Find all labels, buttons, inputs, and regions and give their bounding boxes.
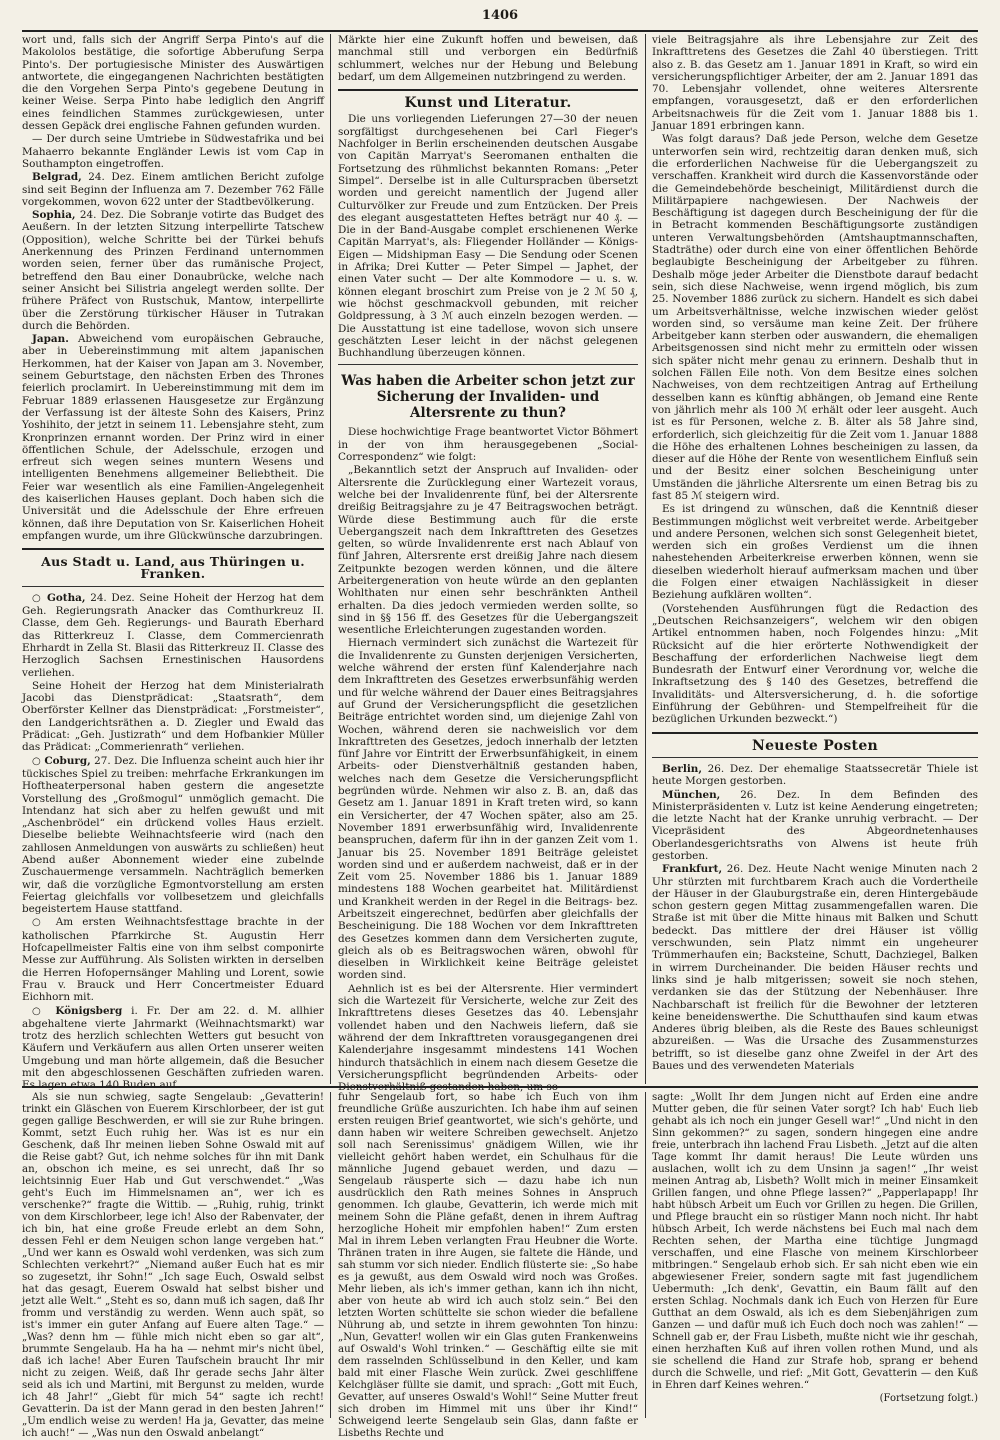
paragraph: Hiernach vermindert sich zunächst die Wartezeit für die Invalidenrente zu Gunsten derjenigen Versicherten, welche während der ersten fünf Kalenderjahre nach dem Inkrafttreten des Gesetzes erwerbsunfähig werden und für welche während der Dauer eines Beitragsjahres auf Grund der Versicherungspflicht die gesetzlichen Beiträge entrichtet worden sind, um diejenige Zahl von Wochen, während deren sie nachweislich vor dem Inkrafttreten des Gesetzes, jedoch innerhalb der letzten fünf Jahre vor Eintritt der Erwerbsunfähigkeit, in einem Arbeits- oder Dienstverhältniß gestanden haben, welches nach dem Gesetze die Versicherungspflicht begründen würde. Nehmen wir also z. B. an, daß das Gesetz am 1. Januar 1891 in Kraft treten wird, so kann ein Versicherter, der 47 Wochen später, also am 25. November 1891 erwerbsunfähig wird, Invalidenrente beanspruchen, daferm für ihn in der ganzen Zeit vom 1. Januar bis 25. November 1891 Beiträge geleistet worden sind und er außerdem nachweist, daß er in der Zeit vom 25. November 1886 bis 1. Januar 1889 mindestens 188 Wochen gearbeitet hat. Militärdienst und Krankheit werden in der Regel in die Beitrags- bez. Arbeitszeit eingerechnet, bedürfen aber gleichfalls der Bescheinigung. Die 188 Wochen vor dem Inkrafttreten des Gesetzes kommen dann dem Versicherten zugute, gleich als ob es Beitragswochen wären, obwohl für dieselben in Wirklichkeit keine Beiträge geleistet worden sind.	[338, 637, 638, 982]
bullet-icon: ○	[32, 592, 47, 604]
paragraph: wort und, falls sich der Angriff Serpa Pinto's auf die Makololos bestätige, die sofortige Abberufung Serpa Pinto's. Der portugiesische Minister des Auswärtigen antwortete, die eingegangenen Nachrichten bestätigten die den Vorgehen Serpa Pinto's gegebene Deutung in keiner Weise. Serpa Pinto habe lediglich den Angriff eines feindlichen Stammes zurückgewiesen, unter dessen Gepäck drei englische Fahnen gefunden wurden.	[22, 34, 324, 133]
bullet-icon: ○	[32, 917, 56, 929]
news-item-berlin: Berlin, 26. Dez. Der ehemalige Staatssecretär Thiele ist heute Morgen gestorben.	[652, 762, 978, 788]
dateline: Sophia,	[32, 209, 76, 222]
news-section	[22, 34, 978, 1094]
feuilleton-rule	[22, 1086, 978, 1088]
paragraph: Seine Hoheit der Herzog hat dem Ministerialrath Jacobi das Dienstprädicat: „Staatsrath“, dem Oberförster Kellner das Dienstprädicat: „Forstmeister“, den Landgerichtsräthen a. D. Ziegler und Ewald das Prädicat: „Geh. Justizrath“ und dem Hofbankier Müller das Prädicat: „Commerienrath“ verliehen.	[22, 679, 324, 754]
bullet-icon: ○	[32, 1005, 56, 1017]
news-item-gotha: ○ Gotha, 24. Dez. Seine Hoheit der Herzog hat dem Geh. Regierungsrath Anacker das Comthurkreuz II. Classe, dem Geh. Regierungs- und Baurath Eberhard das Ritterkreuz I. Classe, dem Commercienrath Ehrhardt in Zella St. Blasii das Ritterkreuz II. Classe des Herzoglich Sachsen Ernestinischen Hausordens verliehen.	[22, 591, 324, 679]
paragraph: Es ist dringend zu wünschen, daß die Kenntniß dieser Bestimmungen möglichst weit verbreitet werde. Arbeitgeber und andere Personen, welchen sich sonst Gelegenheit bietet, werden sich ein großes Verdienst um die ihnen nahestehenden Arbeiterkreise erwerben können, wenn sie dieselben wiederholt hierauf aufmerksam machen und über die Folgen einer etwaigen Nachlässigkeit in dieser Beziehung aufklären wollten“.	[652, 503, 978, 602]
news-item-frankfurt: Frankfurt, 26. Dez. Heute Nacht wenige Minuten nach 2 Uhr stürzten mit furchtbarem Krach auch die Vordertheile der Häuser in der Glauburgstraße ein, deren Hintergebäude schon gestern gegen Mittag zusammengefallen waren. Die Straße ist mit über die Mitte hinaus mit Balken und Schutt bedeckt. Das mittlere der drei Häuser ist völlig verschwunden, sein Platz nimmt ein ungeheurer Trümmerhaufen ein; Backsteine, Schutt, Dachziegel, Balken in wirrem Durcheinander. Die beiden Häuser rechts und links sind je halb mitgerissen; soweit sie noch stehen, verdanken sie das der Stützung der Nebenhäuser. Ihre Nachbarschaft ist freilich für die Bewohner der letzteren keine beneidenswerthe. Die Schutthaufen sind kaum etwas Anderes übrig bleiben, als die Reste des Baues schleunigst abzureißen. — Was die Ursache des Zusammensturzes betrifft, so ist dieselbe ganz ohne Zweifel in der Art des Baues und des verwendeten Materials	[652, 863, 978, 1073]
feuilleton-column-2	[338, 1092, 638, 1439]
dateline: München,	[662, 788, 721, 801]
dateline: Belgrad,	[32, 171, 82, 184]
news-item-japan: Japan. Abweichend vom europäischen Gebrauche, aber in Uebereinstimmung mit altem japanischen Herkommen, hat der Kaiser von Japan am 3. November, seinem Geburtstage, den nächsten Erben des Thrones feierlich proclamirt. In Uebereinstimmung mit dem im Februar 1889 erlassenen Hausgesetze zur Ergänzung der Verfassung ist der älteste Sohn des Kaisers, Prinz Yoshihito, der jetzt in seinem 11. Lebensjahre steht, zum Kronprinzen ernannt worden. Der Prinz wird in einer öffentlichen Schule, der Adelsschule, erzogen und erfreut sich wegen seines muntern Wesens und intelligenten Benehmens allgemeiner Beliebtheit. Die Feier war wesentlich als eine Familien-Angelegenheit des kaiserlichen Hauses geplant. Doch haben sich die Universität und die Adelsschule der Ehre erfreuen können, daß ihre Deputation von Sr. Kaiserlichen Hoheit empfangen wurde, um ihre Glückwünsche darzubringen.	[22, 333, 324, 542]
bullet-icon: ○	[32, 755, 45, 767]
paragraph: Was folgt daraus? Daß jede Person, welche dem Gesetze unterworfen sein wird, rechtzeitig daran denken muß, sich die erforderlichen Nachweise für die Uebergangszeit zu verschaffen. Krankheit wird durch die Kassenvorstände oder die Gemeindebehörde bescheinigt, Militärdienst durch die Militärpapiere nachgewiesen. Der Nachweis der Beschäftigung ist dagegen durch Bescheinigung der für die in Betracht kommenden Beschäftigungsorte zuständigen unteren Verwaltungsbehörden (Amtshauptmannschaften, Stadträthe) oder durch eine von einer öffentlichen Behörde beglaubigte Bescheinigung der Arbeitgeber zu führen. Deshalb möge jeder Arbeiter die Dienstbote darauf bedacht sein, sich diese Nachweise, wenn irgend möglich, bis zum 25. November 1886 zurück zu sichern. Handelt es sich dabei um Arbeitsverhältnisse, welche inzwischen wieder gelöst worden sind, so versäume man keine Zeit. Der frühere Arbeitgeber kann sterben oder auswandern, die ehemaligen Arbeitsgenossen sind nicht mehr zu ermitteln oder wissen sich später nicht mehr genau zu erinnern. Deshalb thut in solchen Fällen Eile noth. Von dem Besitze eines solchen Nachweises, von dem rechtzeitigen Antrag auf Ertheilung desselben kann es künftig abhängen, ob Jemand eine Rente von jährlich mehr als 100 ℳ erhält oder leer ausgeht. Auch ist es für Personen, welche z. B. älter als 58 Jahre sind, erforderlich, sich gleichzeitig für die Zeit vom 1. Januar 1888 die Höhe des erhaltenen Lohnes bescheinigen zu lassen, da dieser auf die Höhe der Rente von wesentlichem Einfluß sein und der Besitz einer solchen Bescheinigung unter Umständen die jährliche Altersrente um einen Betrag bis zu fast 85 ℳ steigern wird.	[652, 133, 978, 502]
news-item-sophia: Sophia, 24. Dez. Die Sobranje votirte das Budget des Aeußern. In der letzten Sitzung interpellirte Tatschew (Opposition), welche Schritte bei der Türkei behufs Anerkennung des Prinzen Ferdinand unternommen worden seien, ferner über das rumänische Project, betreffend den Bau einer Donaubrücke, welche nach seiner Ansicht bei Silistria angelegt werden sollte. Der frühere Präfect von Rustschuk, Mantow, interpellirte über die Zerstörung türkischer Häuser in Tutrakan durch die Behörden.	[22, 209, 324, 332]
news-item-coburg: ○ Coburg, 27. Dez. Die Influenza scheint auch hier ihr tückisches Spiel zu treiben: mehrfache Erkrankungen im Hoftheaterpersonal haben gestern die angesetzte Vorstellung des „Großmogul“ unmöglich gemacht. Die Intendanz hat sich aber zu helfen gewußt und mit „Aschenbrödel“ ein drückend volles Haus erzielt. Dieselbe beliebte Weihnachtsfeerie wird (nach den zahllosen Anmeldungen von auswärts zu schließen) heut Abend außer Abonnement wieder eine zubelnde Zuschauermenge versammeln. Nachträglich bemerken wir, daß die vorzügliche Egmontvorstellung am ersten Feiertag gleichfalls vor vollbesetzem und gleichfalls begeistertem Hause stattfand.	[22, 754, 324, 916]
dateline: Gotha,	[47, 591, 86, 604]
paragraph: viele Beitragsjahre als ihre Lebensjahre zur Zeit des Inkrafttretens des Gesetzes die Zahl 40 überstiegen. Tritt also z. B. das Gesetz am 1. Januar 1891 in Kraft, so wird ein versicherungspflichtiger Arbeiter, der am 2. Januar 1891 das 70. Lebensjahr vollendet, ohne weiteres Altersrente empfangen, vorausgesetzt, daß er den erforderlichen Arbeitsnachweis für die Zeit vom 1. Januar 1888 bis 1. Januar 1891 erbringen kann.	[652, 34, 978, 133]
paragraph: sagte: „Wollt Ihr dem Jungen nicht auf Erden eine andre Mutter geben, die für seinen Vater sorgt? Ich hab' Euch lieb gehabt als ich noch ein junger Gesell war!“ „Und nicht in den Sinn gekommen?“ zu sagen, sondern hingegen eine andre freie, unterbrach ihn lachend Frau Lisbeth. „Jetzt auf die alten Tage kommt Ihr damit heraus! Die Leute würden uns auslachen, wollt ich zu dem Unsinn ja sagen!“ „Ihr weist meinen Antrag ab, Lisbeth? Wollt mich in meiner Einsamkeit Grillen fangen, und ohne Pflege lassen?“ „Papperlapapp! Ihr habt hübsch Arbeit um Euch vor Grillen zu hegen. Die Grillen, und Pflege braucht ein so rüstiger Mann noch nicht. Ihr habt hübsch Arbeit, Ich werde nächstens bei Euch mal nach dem Rechten sehen, der Martha eine tüchtige Jungmagd verschaffen, und eine Flasche von meinem Kirschlorbeer mitbringen.“ Sengelaub erhob sich. Er sah nicht eben wie ein abgewiesener Freier, sondern sagte mit fast jugendlichem Uebermuth: „Ich denk', Gevattin, ein Baum fällt auf den ersten Schlag. Nochmals dank ich Euch von Herzen für Eure Gutthat an dem Oswald, als ich es dem Siebenjährigen zum Ganzen — und dafür muß ich Euch doch noch was zahlen!“ — Schnell gab er, der Frau Lisbeth, mußte nicht wie ihr geschah, einen herzhaften Kuß auf ihren vollen rothen Mund, und als sie schellend die Hand zur Strafe hob, sprang er behend durch die Schwelle, und rief: „Mit Gott, Gevatterin — den Kuß in Ehren darf Keines wehren.“	[652, 1092, 978, 1391]
dateline: Frankfurt,	[662, 863, 723, 876]
section-heading-regional: Aus Stadt u. Land, aus Thüringen u. Franken.	[41, 554, 305, 582]
column-divider	[645, 1092, 646, 1418]
paragraph: — Der durch seine Umtriebe in Südwestafrika und bei Mahaerro bekannte Engländer Lewis ist vom Cap in Southampton eingetroffen.	[22, 133, 324, 170]
column-2	[338, 34, 638, 1094]
column-divider	[330, 1092, 331, 1418]
news-item-muenchen: München, 26. Dez. In dem Befinden des Ministerpräsidenten v. Lutz ist keine Aenderung eingetreten; die letzte Nacht hat der Kranke unruhig verbracht. — Der Vicepräsident des Abgeordnetenhauses Oberlandesgerichtsraths von Alwens ist heute früh gestorben.	[652, 788, 978, 862]
feuilleton-column-3	[652, 1092, 978, 1418]
paragraph: Diese hochwichtige Frage beantwortet Victor Böhmert in der von ihm herausgegebenen „Social-Correspondenz“ wie folgt:	[338, 426, 638, 464]
feuilleton-section	[22, 1092, 978, 1439]
news-item-coburg-2: ○ Am ersten Weihnachtsfesttage brachte in der katholischen Pfarrkirche St. Augustin Herr Hofcapellmeister Faltis eine von ihm selbst componirte Messe zur Aufführung. Als Solisten wirkten in derselben die Herren Hofopernsänger Mahling und Lorent, sowie Frau v. Brauck und Herr Concertmeister Eduard Eichhorn mit.	[22, 916, 324, 1004]
dateline: Königsberg	[55, 1004, 123, 1017]
column-divider	[330, 34, 331, 1084]
paragraph: „Bekanntlich setzt der Anspruch auf Invaliden- oder Altersrente die Zurücklegung einer Wartezeit voraus, welche bei der Invalidenrente fünf, bei der Altersrente dreißig Beitragsjahre zu je 47 Beitragswochen beträgt. Würde diese Bestimmung auch für die erste Uebergangszeit nach dem Inkrafttreten des Gesetzes gelten, so würde Invalidenrente erst nach Ablauf von fünf Jahren, Altersrente erst dreißig Jahre nach diesem Zeitpunkte bezogen werden können, und die ältere Arbeitergeneration von heute würde an den geplanten Wohlthaten nur einen sehr beschränkten Antheil erhalten. Da dies jedoch vermieden werden sollte, so sind in §§ 156 ff. des Gesetzes für die Uebergangszeit wesentliche Erleichterungen zugestanden worden.	[338, 464, 638, 637]
page-number: 1406	[481, 8, 519, 23]
divider	[22, 548, 324, 550]
section-heading-kunst: Kunst und Literatur.	[404, 95, 572, 112]
paragraph: (Vorstehenden Ausführungen fügt die Redaction des „Deutschen Reichsanzeigers“, welchem wir den obigen Artikel entnommen haben, noch Folgendes hinzu: „Mit Rücksicht auf die hier erörterte Nothwendigkeit der Beschaffung der erforderlichen Nachweise liegt dem Bundesrath der Entwurf einer Verordnung vor, welche die Inkraftsetzung des § 140 des Gesetzes, betreffend die Invaliditäts- und Altersversicherung, d. h. die sofortige Einführung der Gebühren- und Stempelfreiheit für die bezüglichen Urkunden bezweckt.“)	[652, 602, 978, 726]
column-3	[652, 34, 978, 1084]
dateline: Berlin,	[662, 762, 702, 775]
paragraph: Die uns vorliegenden Lieferungen 27—30 der neuen sorgfältigst durchgesehenen bei Carl Fieger's Nachfolger in Berlin erscheinenden deutschen Ausgabe von Capitän Marryat's Seeromanen enthalten die Fortsetzung des rühmlichst bekannten Romans: „Peter Simpel“. Derselbe ist in alle Culturspracben übersetzt worden und gereicht namentlich der Jugend aller Culturvölker zur Freude und zum Entzücken. Der Preis des elegant ausgestatteten Heftes beträgt nur 40 ₰. — Die in der Band-Ausgabe complet erschienenen Werke Capitän Marryat's, als: Fliegender Holländer — Königs-Eigen — Midshipman Easy — Die Sendung oder Scenen in Afrika; Drei Kutter — Peter Simpel — Japhet, der einen Vater sucht — Der alte Kommodore — u. s. w. können elegant broschirt zum Preise von je 2 ℳ 50 ₰, wie höchst geschmackvoll gebunden, mit reicher Goldpressung, à 3 ℳ auch einzeln bezogen werden. — Die Ausstattung ist eine tadellose, wovon sich unsere geschätzten Leser leicht in der nächst gelegenen Buchhandlung überzeugen können.	[338, 113, 638, 360]
divider	[338, 89, 638, 91]
column-1	[22, 34, 324, 1092]
divider	[22, 586, 324, 587]
article-title: Was haben die Arbeiter schon jetzt zur Sicherung der Invaliden- und Altersrente zu thun?	[341, 373, 635, 422]
header-rule	[22, 30, 978, 32]
divider	[652, 757, 978, 758]
paragraph: Märkte hier eine Zukunft hoffen und beweisen, daß manchmal still und verborgen ein Bedürfniß schlummert, welches nur der Hebung und Belebung bedarf, um dem Allgemeinen nutzbringend zu werden.	[338, 34, 638, 83]
news-item-belgrad: Belgrad, 24. Dez. Einem amtlichen Bericht zufolge sind seit Beginn der Influenza am 7. Dezember 762 Fälle vorgekommen, wovon 622 unter der Stadtbevölkerung.	[22, 171, 324, 208]
divider	[652, 732, 978, 734]
paragraph: Als sie nun schwieg, sagte Sengelaub: „Gevatterin! trinkt ein Gläschen von Euerem Kirschlorbeer, der ist gut gegen gallige Beschwerden, er will sie zur Ruhe bringen. Kommt, setzt Euch ruhig her. Was ist es nur ein Geschenk, daß Ihr meinen lieben Sohne Oswald mit auf die Reise gabt? Gut, ich nehme solches für ihn mit Dank an, obschon ich meine, es sei unrecht, daß Ihr so leichtsinnig Euer Hab und Gut verschwendet.“ „Was geht's Euch im Himmelsnamen an“, wer ich es verschenke?“ fragte die Wittib. — „Ruhig, ruhig, trinkt von dem Kirschlorbeer, lege ich! Also der Rabenvater, der ich bin, hat eine große Freude erlebt an dem Sohn, dessen Fehl er dem Neuigen schon lange vergeben hat.“ „Und wer kann es Oswald wohl verdenken, was sich zum Schlechten verkehrt?“ „Niemand außer Euch hat es mir so zugesetzt, ihr Sohn!“ „Ich sage Euch, Oswald selbst hat das gesagt, Euerem Oswald hat selbst bisher und jetzt alle Welt.“ „Steht es so, dann muß ich sagen, daß Ihr fromm und verständig zu werden. Wenn auch spät, so ist's immer ein guter Anfang auf Euere alten Tage.“ — „Was? denn hm — fühle mich nicht eben so gar alt“, brummte Sengelaub. Ha ha ha — nehmt mir's nicht übel, daß ich lache! Aber Euren Taufschein braucht Ihr mir nicht zu zeigen. Weiß, daß Ihr gerade sechs Jahr älter seid als ich und Martini, mit Bergunst zu melden, wurde ich 48 Jahr!“ „Giebt für mich 54“ sagte ich recht! Gevatterin. Da ist der Mann gerad in den besten Jahren!“ „Um endlich weise zu werden! Ha ja, Gevatter, das meine ich auch!“ — „Was nun den Oswald anbelangt“	[22, 1092, 324, 1439]
section-heading-news: Neueste Posten	[751, 737, 879, 754]
divider	[338, 364, 638, 365]
dateline: Japan.	[32, 333, 69, 346]
dateline: Coburg,	[44, 754, 91, 767]
feuilleton-column-1	[22, 1092, 324, 1439]
paragraph: Aehnlich ist es bei der Altersrente. Hier vermindert sich die Wartezeit für Versicherte, welche zur Zeit des Inkrafttretens dieses Gesetzes das 40. Lebensjahr vollendet haben und den Nachweis liefern, daß sie während der dem Inkrafttreten vorausgegangenen drei Kalenderjahre insgesammt mindestens 141 Wochen hindurch thatsächlich in einem nach diesem Gesetze die Versicherungspflicht begründenden Arbeits- oder Dienstverhältniß gestanden haben, um so	[338, 982, 638, 1094]
column-divider	[645, 34, 646, 1084]
news-item-koenigsberg: ○ Königsberg i. Fr. Der am 22. d. M. allhier abgehaltene vierte Jahrmarkt (Weihnachtsmarkt) war trotz des herzlich schlechten Wetters gut besucht von Käufern und Verkäufern aus allen Orten unserer weiten Umgebung und man hörte allgemein, daß die Besucher mit den abgeschlossenen Geschäften zufrieden waren. Es lagen etwa 140 Buden auf.	[22, 1004, 324, 1092]
continued-note: (Fortsetzung folgt.)	[879, 1393, 978, 1404]
paragraph: fuhr Sengelaub fort, so habe ich Euch von ihm freundliche Grüße auszurichten. Ich habe ihm auf seinen ersten reuigen Brief geantwortet, wie sich's gehörte, und dann haben wir weitere Schreiben gewechselt. Anjetzo soll nach Serenissimus' gnädigem Willen, wie ihr vielleicht gehört haben werdet, ein Schulhaus für die männliche Jugend gebauet werden, und dazu — Sengelaub räusperte sich — dazu habe ich nun ausdrücklich den Rath meines Sohnes in Anspruch genommen. Ich glaube, Gevatterin, ich werde mich mit meinem Sohn die Pläne gefaßt, denen in ihrem Auftrag herzogliche Hoheit mir empfohlen haben!“ Zum ersten Mal in ihrem Leben verlangten Frau Heubner die Worte. Thränen traten in ihre Augen, sie faltete die Hände, und sah stumm vor sich nieder. Endlich flüsterte sie: „So habe es ja gewußt, aus dem Oswald wird noch was Großes. Mehr lieben, als ich's immer gethan, kann ich ihn nicht, aber von heute ab wird ich auch stolz sein.“ Bei den letzten Worten schüttelte sie schon wieder die befallene Nührung ab, und setzte in ihrem gewohnten Ton hinzu: „Nun, Gevatter! wollen wir ein Glas guten Frankenweins auf Oswald's Wohl trinken.“ — Geschäftig eilte sie mit dem rasselnden Schlüsselbund in den Keller, und kam bald mit einer Flasche Wein zurück. Zwei geschliffene Kelchgläser füllte sie damit, und sprach: „Gott mit Euch, Gevatter, auf unseres Oswald's Wohl!“ Seine Mutter freut sich droben im Himmel mit uns über ihr Kind!“ Schweigend leerte Sengelaub sein Glas, dann faßte er Lisbeths Rechte und	[338, 1092, 638, 1439]
